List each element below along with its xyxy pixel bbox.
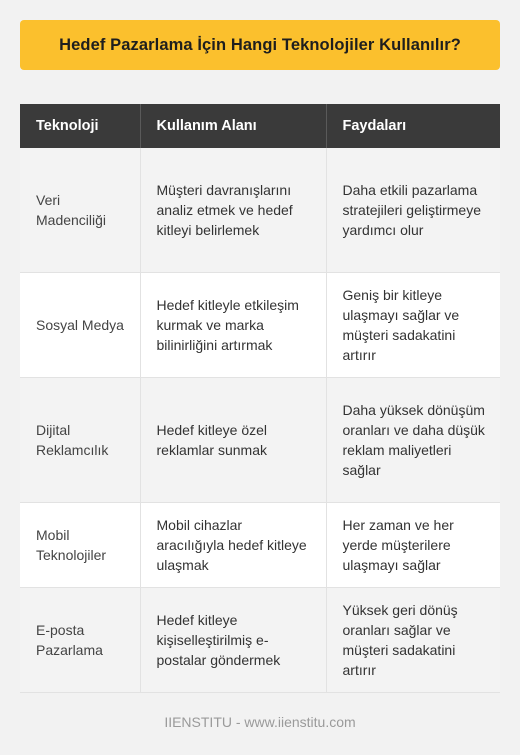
cell-benefits: Daha etkili pazarlama stratejileri geliştirmeye yardımcı olur bbox=[326, 148, 500, 273]
page-title: Hedef Pazarlama İçin Hangi Teknolojiler Kullanılır? bbox=[59, 35, 461, 54]
cell-benefits: Yüksek geri dönüş oranları sağlar ve müşteri sadakatini artırır bbox=[326, 588, 500, 693]
cell-usage: Hedef kitleyle etkileşim kurmak ve marka bilinirliğini artırmak bbox=[140, 273, 326, 378]
column-header-benefits: Faydaları bbox=[326, 104, 500, 148]
cell-usage: Hedef kitleye kişiselleştirilmiş e-postalar göndermek bbox=[140, 588, 326, 693]
cell-benefits: Her zaman ve her yerde müşterilere ulaşmayı sağlar bbox=[326, 503, 500, 588]
column-header-technology: Teknoloji bbox=[20, 104, 140, 148]
table-row bbox=[20, 503, 500, 588]
cell-usage: Hedef kitleye özel reklamlar sunmak bbox=[140, 378, 326, 503]
table-header-row bbox=[20, 104, 500, 148]
cell-technology: Mobil Teknolojiler bbox=[20, 503, 140, 588]
cell-usage: Müşteri davranışlarını analiz etmek ve hedef kitleyi belirlemek bbox=[140, 148, 326, 273]
footer-credit: IIENSTITU - www.iienstitu.com bbox=[164, 714, 356, 730]
table-row bbox=[20, 148, 500, 273]
cell-usage: Mobil cihazlar aracılığıyla hedef kitleye ulaşmak bbox=[140, 503, 326, 588]
cell-benefits: Daha yüksek dönüşüm oranları ve daha düşük reklam maliyetleri sağlar bbox=[326, 378, 500, 503]
table-row bbox=[20, 588, 500, 693]
column-header-usage: Kullanım Alanı bbox=[140, 104, 326, 148]
cell-technology: Veri Madenciliği bbox=[20, 148, 140, 273]
table-row bbox=[20, 273, 500, 378]
technology-table bbox=[20, 104, 500, 693]
cell-benefits: Geniş bir kitleye ulaşmayı sağlar ve müşteri sadakatini artırır bbox=[326, 273, 500, 378]
cell-technology: E-posta Pazarlama bbox=[20, 588, 140, 693]
cell-technology: Sosyal Medya bbox=[20, 273, 140, 378]
cell-technology: Dijital Reklamcılık bbox=[20, 378, 140, 503]
title-banner bbox=[20, 20, 500, 70]
technology-table-container bbox=[20, 104, 500, 693]
table-row bbox=[20, 378, 500, 503]
